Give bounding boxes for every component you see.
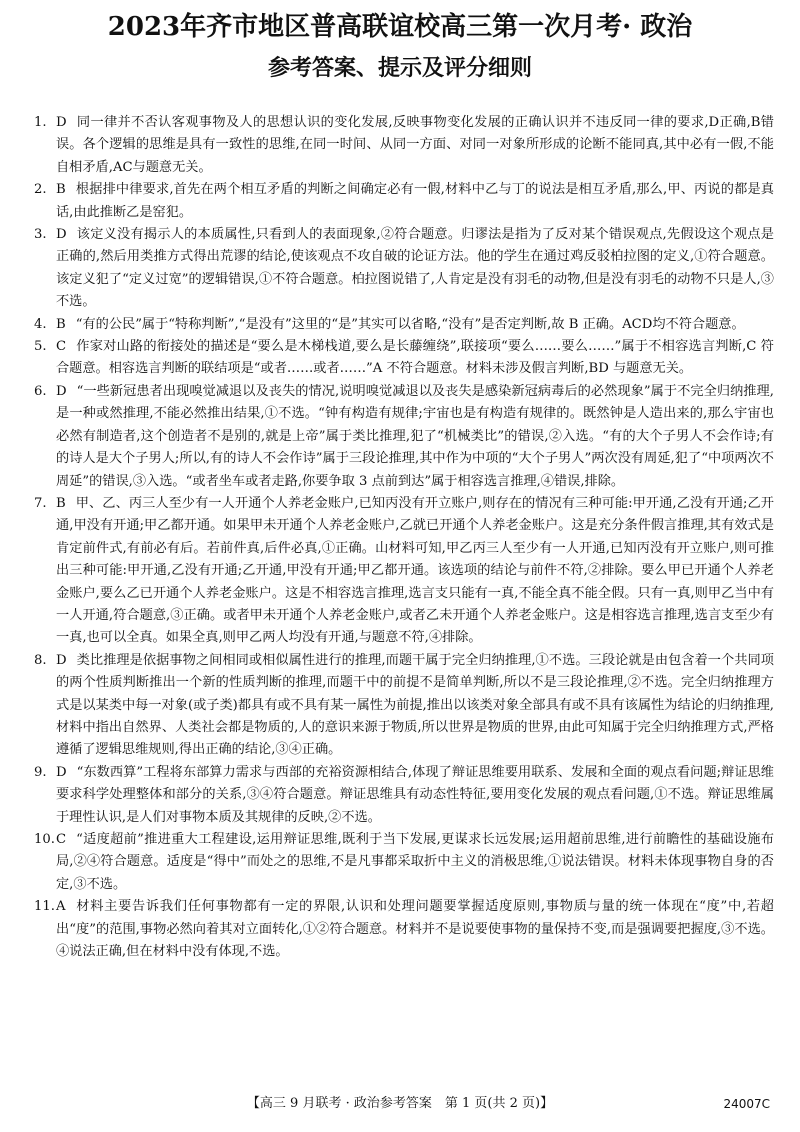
answer-list — [34, 112, 774, 963]
answer-item — [34, 224, 774, 314]
answer-choice: D — [56, 383, 67, 399]
answer-number: 4. — [34, 316, 47, 332]
page-footer — [0, 1092, 800, 1116]
answer-explanation: 甲、乙、丙三人至少有一人开通个人养老金账户,已知丙没有开立账户,则存在的情况有三种可能:甲开通,乙没有开通;乙开通,甲没有开通;甲乙都开通。如果甲未开通个人养老金账户,乙就已开通个人养老金账户。这是充分条件假言推理,其有效式是肯定前件式,有前必有后。若前件真,后件必真,①正确。山材料可知,甲乙丙三人至少有一人开通,已知丙没有开立账户,则可推出三种可能:甲开通,乙没有开通;乙开通,甲没有开通;甲乙都开通。该选项的结论与前件不符,②排除。要么甲已开通个人养老金账户,要么乙已开通个人养老金账户。这是不相容选言推理,选言支只能有一真,不能全真不能全假。只有一真,则甲乙当中有一人开通,符合题意,③正确。或者甲未开通个人养老金账户,或者乙未开通个人养老金账户。这是相容选言推理,选言支至少有一真,也可以全真。如果全真,则甲乙两人均没有开通,与题意不符,④排除。 — [56, 495, 774, 646]
answer-choice: D — [56, 652, 67, 668]
answer-item — [34, 650, 774, 762]
answer-item — [34, 493, 774, 650]
answer-explanation: 该定义没有揭示人的本质属性,只看到人的表面现象,②符合题意。归谬法是指为了反对某个错误观点,先假设这个观点是正确的,然后用类推方式得出荒谬的结论,使该观点不攻自破的论证方法。他的学生在通过鸡反驳柏拉图的定义,①符合题意。该定义犯了“定义过宽”的逻辑错误,①不符合题意。柏拉图说错了,人肯定是没有羽毛的动物,但是没有羽毛的动物不只是人,③不选。 — [56, 227, 774, 310]
answer-explanation: “一些新冠患者出现嗅觉减退以及丧失的情况,说明嗅觉减退以及丧失是感染新冠病毒后的必然现象”属于不完全归纳推理,是一种或然推理,不能必然推出结果,①不选。“钟有构造有规律;宇宙也是有构造有规律的。既然钟是人造出来的,那么宇宙也必然有制造者,这个创造者不是别的,就是上帝”属于类比推理,犯了“机械类比”的错误,②入选。“有的大个子男人不会作诗;有的诗人是大个子男人;所以,有的诗人不会作诗”属于三段论推理,其中作为中项的“大个子男人”两次没有周延,犯了“中项两次不周延”的错误,③入选。“或者坐车或者走路,你要争取 3 点前到达”属于相容选言推理,④错误,排除。 — [56, 383, 774, 489]
answer-number: 7. — [34, 495, 47, 511]
answer-item — [34, 314, 774, 336]
answer-number: 5. — [34, 339, 47, 355]
answer-choice: B — [56, 182, 66, 198]
answer-item — [34, 896, 774, 963]
answer-choice: B — [56, 495, 66, 511]
answer-item — [34, 112, 774, 179]
answer-explanation: “适度超前”推进重大工程建设,运用辩证思维,既利于当下发展,更谋求长远发展;运用超前思维,进行前瞻性的基础设施布局,②④符合题意。适度是“得中”而处之的思维,不是凡事都采取折中主义的消极思维,①说法错误。材料未体现事物自身的否定,③不选。 — [56, 832, 774, 892]
answer-item — [34, 762, 774, 829]
footer-page-info: 【高三 9 月联考 · 政治参考答案 第 1 页(共 2 页)】 — [246, 1096, 554, 1111]
answer-item — [34, 179, 774, 224]
answer-choice: B — [56, 316, 66, 332]
page-subtitle: 参考答案、提示及评分细则 — [267, 55, 532, 81]
answer-explanation: 根据排中律要求,首先在两个相互矛盾的判断之间确定必有一假,材料中乙与丁的说法是相互矛盾,那么,甲、丙说的都是真话,由此推断乙是窑犯。 — [56, 182, 774, 220]
answer-explanation: 类比推理是依据事物之间相同或相似属性进行的推理,而题干属于完全归纳推理,①不选。三段论就是由包含着一个共同项的两个性质判断推出一个新的性质判断的推理,而题干中的前提不是简单判断,所以不是三段论推理,②不选。完全归纳推理方式是以某类中每一对象(或子类)都具有或不具有某一属性为前提,推出以该类对象全部具有或不具有该属性为结论的归纳推理,材料中指出自然界、人类社会都是物质的,人的意识来源于物质,所以世界是物质的世界,由此可知属于完全归纳推理方式,严格遵循了逻辑思维规则,得出正确的结论,③④正确。 — [56, 652, 774, 758]
answer-number: 10. — [34, 832, 55, 847]
footer-code: 24007C — [723, 1097, 770, 1111]
answer-choice: D — [56, 764, 67, 780]
answer-explanation: “东数西算”工程将东部算力需求与西部的充裕资源相结合,体现了辩证思维要用联系、发展和全面的观点看问题;辩证思维要求科学处理整体和部分的关系,③④符合题意。辩证思维具有动态性特征,要用变化发展的观点看问题,①不选。辩证思维属于理性认识,是人们对事物本质及其规律的反映,②不选。 — [56, 764, 774, 825]
answer-number: 1. — [34, 115, 47, 130]
answer-number: 3. — [34, 227, 47, 243]
answer-choice: C — [56, 339, 67, 355]
answer-number: 8. — [34, 652, 47, 668]
answer-choice: C — [56, 832, 67, 847]
answer-explanation: 作家对山路的衔接处的描述是“要么是木梯栈道,要么是长藤缠绕”,联接项“要么……要么……”属于不相容选言判断,C 符合题意。相容选言判断的联结项是“或者……或者……”A 不符合题意。材料未涉及假言判断,BD 与题意无关。 — [56, 339, 774, 377]
answer-explanation: 同一律并不否认客观事物及人的思想认识的变化发展,反映事物变化发展的正确认识并不违反同一律的要求,D正确,B错误。各个逻辑的思维是具有一致性的思维,在同一时间、从同一方面、对同一对象所形成的论断不能同真,其中必有一假,不能自相矛盾,AC与题意无关。 — [56, 115, 774, 175]
answer-explanation: 材料主要告诉我们任何事物都有一定的界限,认识和处理问题要掌握适度原则,事物质与量的统一体现在“度”中,若超出“度”的范围,事物必然向着其对立面转化,①②符合题意。材料并不是说要使事物的量保持不变,而是强调要把握度,③不选。④说法正确,但在材料中没有体现,不选。 — [56, 899, 774, 960]
answer-number: 6. — [34, 383, 47, 399]
page-title: 2023年齐市地区普高联谊校高三第一次月考· 政治 — [107, 12, 693, 42]
answer-item — [34, 336, 774, 381]
answer-choice: D — [56, 115, 67, 130]
answer-explanation: “有的公民”属于“特称判断”,“是没有”这里的“是”其实可以省略,“没有”是否定判断,故 B 正确。ACD均不符合题意。 — [75, 316, 745, 332]
answer-choice: D — [56, 227, 67, 243]
answer-item — [34, 829, 774, 896]
answer-number: 11. — [34, 899, 55, 915]
answer-number: 9. — [34, 764, 47, 780]
page-header — [0, 10, 800, 84]
answer-number: 2. — [34, 182, 47, 198]
answer-choice: A — [56, 899, 66, 915]
answer-item — [34, 381, 774, 493]
